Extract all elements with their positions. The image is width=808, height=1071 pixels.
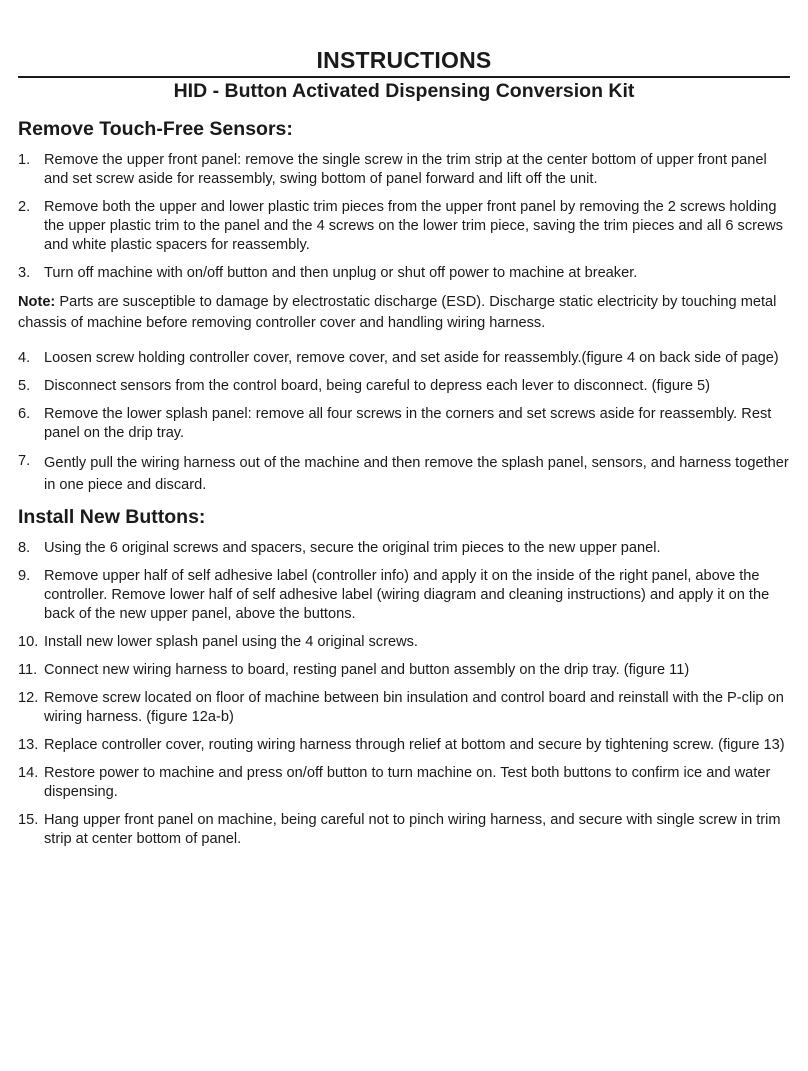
- step-item: [18, 539, 790, 558]
- page-title: INSTRUCTIONS: [316, 47, 492, 73]
- steps-list-remove-a: [18, 151, 790, 283]
- step-item: [18, 633, 790, 652]
- step-text: Loosen screw holding controller cover, remove cover, and set aside for reassembly.(figure 4 on back side of page): [44, 349, 779, 366]
- note-label: Note:: [18, 294, 56, 310]
- step-number: 9.: [18, 567, 31, 584]
- step-number: 2.: [18, 199, 31, 215]
- step-number: 4.: [18, 349, 31, 366]
- page-subtitle: HID - Button Activated Dispensing Conversion Kit: [173, 80, 635, 102]
- step-number: 13.: [18, 736, 39, 753]
- step-item: [18, 689, 790, 727]
- step-item: [18, 405, 790, 443]
- step-number: 11.: [18, 661, 38, 678]
- step-number: 14.: [18, 764, 39, 781]
- step-number: 12.: [18, 689, 39, 706]
- step-text: Remove upper half of self adhesive label (controller info) and apply it on the inside of the right panel, above the controller. Remove lower half of self adhesive label (wiring diagram and cleaning instructions) and apply it on the back of the new upper panel, above the buttons.: [44, 567, 770, 622]
- step-item: [18, 736, 790, 755]
- step-text: Hang upper front panel on machine, being careful not to pinch wiring harness, and secure with single screw in trim strip at center bottom of panel.: [44, 811, 781, 847]
- step-number: 5.: [18, 377, 31, 394]
- step-number: 8.: [18, 539, 31, 556]
- steps-list-install: [18, 539, 790, 849]
- step-item: [18, 198, 790, 255]
- step-number: 6.: [18, 405, 31, 422]
- step-item: [18, 567, 790, 624]
- step-number: 15.: [18, 811, 39, 828]
- note-text: Parts are susceptible to damage by electrostatic discharge (ESD). Discharge static electricity by touching metal chassis of machine before removing controller cover and handling wiring harness.: [18, 294, 777, 331]
- step-text: Remove the upper front panel: remove the single screw in the trim strip at the center bottom of upper front panel and set screw aside for reassembly, swing bottom of panel forward and lift off the unit.: [44, 152, 767, 187]
- section-heading-install-buttons: Install New Buttons:: [18, 505, 206, 528]
- step-text: Disconnect sensors from the control board, being careful to depress each lever to disconnect. (figure 5): [44, 377, 710, 394]
- step-number: 3.: [18, 265, 31, 281]
- step-item: [18, 764, 790, 802]
- esd-note: [18, 292, 790, 334]
- step-item: [18, 264, 790, 283]
- step-item: [18, 811, 790, 849]
- step-text: Install new lower splash panel using the 4 original screws.: [44, 633, 418, 650]
- step-text: Using the 6 original screws and spacers, secure the original trim pieces to the new upper panel.: [44, 539, 661, 556]
- step-number: 7.: [18, 452, 31, 469]
- section-heading-remove-sensors: Remove Touch-Free Sensors:: [18, 118, 293, 140]
- step-text: Gently pull the wiring harness out of the machine and then remove the splash panel, sensors, and harness together in one piece and discard.: [44, 454, 789, 493]
- steps-list-remove-b: [18, 349, 790, 496]
- step-item: [18, 661, 790, 680]
- step-text: Remove the lower splash panel: remove all four screws in the corners and set screws aside for reassembly. Rest panel on the drip tray.: [44, 405, 772, 441]
- step-number: 1.: [18, 152, 31, 168]
- step-text: Replace controller cover, routing wiring harness through relief at bottom and secure by tightening screw. (figure 13): [44, 736, 785, 753]
- step-text: Remove both the upper and lower plastic trim pieces from the upper front panel by removing the 2 screws holding the upper plastic trim to the panel and the 4 screws on the lower trim piece, saving the trim pieces and all 6 screws and white plastic spacers for reassembly.: [44, 199, 783, 253]
- step-text: Connect new wiring harness to board, resting panel and button assembly on the drip tray. (figure 11): [44, 661, 690, 678]
- step-item: [18, 452, 790, 496]
- step-item: [18, 349, 790, 368]
- step-item: [18, 151, 790, 189]
- step-text: Remove screw located on floor of machine between bin insulation and control board and reinstall with the P-clip on wiring harness. (figure 12a-b): [44, 689, 784, 725]
- step-item: [18, 377, 790, 396]
- instruction-page: [18, 44, 790, 849]
- step-text: Restore power to machine and press on/off button to turn machine on. Test both buttons to confirm ice and water dispensing.: [44, 764, 771, 800]
- step-number: 10.: [18, 633, 39, 650]
- step-text: Turn off machine with on/off button and then unplug or shut off power to machine at breaker.: [44, 265, 638, 281]
